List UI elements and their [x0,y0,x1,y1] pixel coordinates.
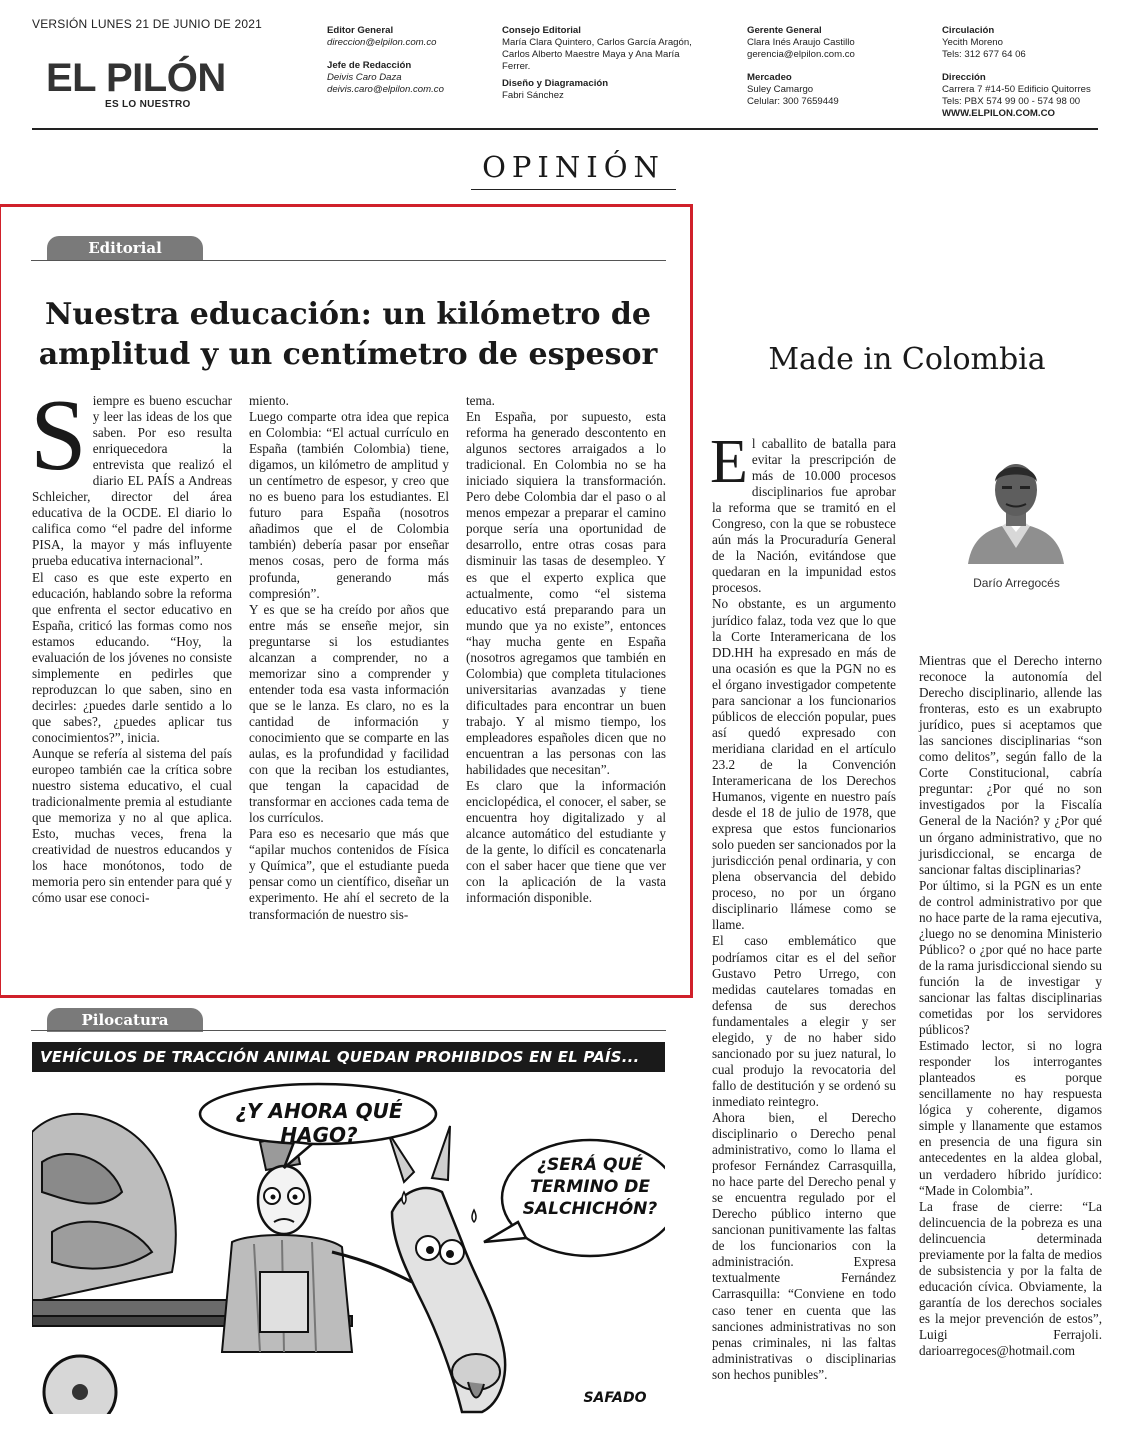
website-link[interactable]: WWW.ELPILON.COM.CO [942,108,1055,119]
bubble-line: SALCHICHÓN? [522,1199,658,1219]
editorial-column-2 [249,393,449,923]
editorial-paragraph: En España, por supuesto, esta reforma ha generado descontento en algunos sectores arraigados a lo tradicional. En Colombia no se ha iniciado siquiera la transformación. Pero debe Colombia dar el paso o al menos empezar a preparar el camino porque sería una oportunidad de desarrollo, entre otras cosas para disminuir las tasas de desempleo. Y es que el experto explica que actualmente, como “el sistema educativo está preparando para un mundo que ya no existe”, entonces “hay mucha gente en España (nosotros agregamos que también en Colombia) que completa titulaciones universitarias avanzadas y tiene dificultades para encontrar un buen trabajo. Y al mismo tiempo, los empleadores españoles dicen que no encuentran a las personas con las habilidades que necesitan”. [466,409,666,778]
opinion-paragraph: Estimado lector, si no logra responder los interrogantes planteados es porque sencillamente no hay respuesta lógica y coherente, digamos simple y llanamente que estamos en presencia de una figura sin antecedentes en la aldea global, un verdadero híbrido jurídico: “Made in Colombia”. [919,1038,1102,1198]
staff-line: Celular: 300 7659449 [747,96,839,107]
editorial-paragraph: Y es que se ha creído por años que entre más se enseñe mejor, sin preguntarse si los estudiantes alcanzan a comprender, no a memorizar sino a comprender y entender toda esa vasta información que se le lanza. Es claro, no es la cantidad de información y conocimiento que se comparte en las aulas, es la profundidad y facilidad con que la reciban los estudiantes, que tengan la capacidad de transformar en acciones cada tema de los currículos. [249,601,449,826]
editorial-paragraph: El caso es que este experto en educación, hablando sobre la reforma que enfrenta el sector educativo en España, criticó las formas como nos estamos educando. “Hoy, la evaluación de los jóvenes no consiste simplemente en pedirles que reproduzcan lo que saben, sino en decirles: ¿puedes darle sentido a lo que sabes?, ¿puedes aplicar tus conocimientos?”, inicia. [32,569,232,745]
opinion-paragraph: Ahora bien, el Derecho disciplinario o Derecho penal administrativo, como lo llama el profesor Fernández Carrasquilla, no hace parte del Derecho penal y se encuentra regulado por el Derecho público interno que sancionan punitivamente las faltas de los funcionarios con la administración. Expresa textualmente Fernández Carrasquilla: “Conviene en todo caso tener en cuenta que las sanciones administrativas no son penas criminales, ni las faltas administrativas o disciplinarias son hechos punibles”. [712,1109,896,1382]
opinion-paragraph: El caso emblemático que podríamos citar es el del señor Gustavo Petro Urrego, con medidas cautelares tomadas en defensa de sus derechos fundamentales a elegir y ser elegido, y de no haber sido sancionado por su juez natural, lo cual produjo la revocatoria del fallo de destitución y se ordenó su inmediato reintegro. [712,933,896,1109]
editorial-column-1 [30,379,232,907]
cartoon-speech-bubble-2 [506,1154,665,1220]
opinion-dropcap: E [710,428,748,496]
staff-column-1 [327,25,444,96]
editorial-dropcap: S [30,379,87,492]
edition-date: VERSIÓN LUNES 21 DE JUNIO DE 2021 [32,17,263,31]
opinion-author: Darío Arregocés [973,576,1060,590]
newspaper-slogan: ES LO NUESTRO [105,99,191,110]
staff-line: Suley Camargo [747,84,814,95]
editorial-paragraph: tema. [466,393,495,408]
staff-label: Jefe de Redacción [327,60,412,71]
staff-line: Tels: PBX 574 99 00 - 574 98 00 [942,96,1081,107]
opinion-column-2 [919,653,1102,1359]
staff-line: Tels: 312 677 64 06 [942,49,1026,60]
editorial-paragraph: Para eso es necesario que más que “apilar muchos contenidos de Física y Química”, que el estudiante pueda pensar como un científico, diseñar un experimento. He ahí el secreto de la transformación de nuestro sis- [249,826,449,922]
section-divider [471,189,676,190]
staff-line: Yecith Moreno [942,37,1003,48]
editorial-tab: Editorial [47,236,203,261]
opinion-paragraph: La frase de cierre: “La delincuencia de la pobreza es una delincuencia determinada previamente por la falta de medios de subsistencia y por la falta de educación cívica. Obviamente, la garantía de los derechos sociales es la mejor prevención de estos”, Luigi Ferrajoli. darioarregoces@hotmail.com [919,1198,1102,1359]
newspaper-logo: EL PILÓN [46,56,226,100]
author-photo [966,446,1066,564]
staff-email[interactable]: deivis.caro@elpilon.com.co [327,84,444,95]
editorial-paragraph: iempre es bueno escuchar y leer las ideas de los que saben. Por eso resulta enriquecedora la entrevista que realizó el diario EL PAÍS a Andreas Schleicher, director del área educativa de la OCDE. El diario lo califica como “el padre del informe PISA, la mayor y más influyente prueba educativa internacional”. [32,393,232,569]
staff-line: María Clara Quintero, Carlos García Aragón, [502,37,692,48]
editorial-paragraph: Es claro que la información enciclopédica, el conocer, el saber, se encuentra hoy digitalizado y al alcance automático del estudiante y de la gente, lo difícil es concatenarla con el saber hacer que tiene que ver con la aplicación de la vasta información disponible. [466,778,666,906]
editorial-column-3 [466,393,666,907]
cartoon-tab: Pilocatura [47,1008,203,1032]
editorial-paragraph: Aunque se refería al sistema del país europeo también cae la crítica sobre nuestro sistema educativo, el cual tradicionalmente premia al estudiante que memoriza y no al que aplica. Esto, muchas veces, frena la creatividad de nuestros educandos y los hace monótonos, todo de memoria pero sin entender para qué y cómo usar ese conoci- [32,746,232,906]
editorial-headline: Nuestra educación: un kilómetro de amplitud y un centímetro de espesor [38,297,658,372]
opinion-paragraph: No obstante, es un argumento jurídico falaz, toda vez que lo que la Corte Interamericana de los DD.HH ha expresado en más de una ocasión es que la PGN no es el órgano investigador competente para sancionar a los funcionarios públicos de elección popular, pues así quedó expresado con meridiana claridad en el artículo 23.2 de la Convención Interamericana de los Derechos Humanos, vigente en nuestro país desde el 18 de julio de 1978, que expresa que estos funcionarios solo pueden ser sancionados por la jurisdicción penal ordinaria, y con plena observancia del debido proceso, no por un órgano disciplinario llámese como se llame. [712,596,896,933]
staff-line: Clara Inés Araujo Castillo [747,37,855,48]
masthead-divider [32,128,1098,130]
opinion-column-1 [710,428,896,1383]
editorial-paragraph: miento. [249,393,289,408]
staff-label: Mercadeo [747,72,792,83]
opinion-title: Made in Colombia [768,342,1046,377]
staff-email[interactable]: gerencia@elpilon.com.co [747,49,855,60]
bubble-line: TERMINO DE [530,1177,650,1197]
staff-label: Consejo Editorial [502,25,581,36]
editorial-tab-rule [31,260,666,261]
opinion-paragraph: l caballito de batalla para evitar la prescripción de más de 10.000 procesos disciplinarios fue aprobar la reforma que se tramitó en el Congreso, con la que se robustece aún más la Procuraduría General de la Nación, evitándose que quedaran en la impunidad estos procesos. [712,436,896,596]
staff-line: Ferrer. [502,61,531,72]
editorial-paragraph: Luego comparte otra idea que repica en Colombia: “El actual currículo en España (también Colombia) tiene, digamos, un kilómetro de amplitud y un centímetro de espesor, y creo que no es bueno para los estudiantes. El futuro para España (nosotros añadimos que el de Colombia también) debería pasar por enseñar menos cosas, pero de forma más profunda, generando más compresión”. [249,409,449,601]
staff-label: Diseño y Diagramación [502,78,609,89]
cartoon-banner: VEHÍCULOS DE TRACCIÓN ANIMAL QUEDAN PROHIBIDOS EN EL PAÍS... [32,1042,665,1072]
cartoonist-signature: SAFADO [583,1390,647,1406]
staff-name: Deivis Caro Daza [327,72,402,83]
staff-label: Gerente General [747,25,822,36]
cartoon-speech-bubble-1: ¿Y AHORA QUÉ HAGO? [235,1099,403,1147]
staff-line: Carrera 7 #14-50 Edificio Quitorres [942,84,1091,95]
staff-column-3 [747,25,855,108]
section-title: OPINIÓN [482,150,665,184]
staff-line: Carlos Alberto Maestre Maya y Ana María [502,49,680,60]
bubble-line: ¿SERÁ QUÉ [537,1155,643,1175]
staff-label: Circulación [942,25,995,36]
staff-email[interactable]: direccion@elpilon.com.co [327,37,437,48]
staff-column-4 [942,25,1091,120]
opinion-paragraph: Mientras que el Derecho interno reconoce la autonomía del Derecho disciplinario, allende las fronteras, esto es un exabrupto jurídico, pues si aceptamos que las sanciones disciplinarias “son como delitos”, según fallo de la Corte Constitucional, cabría preguntar: ¿Por qué no son investigados por la Fiscalía General de la Nación? y ¿Por qué un órgano administrativo, que no jurisdiccional, se encarga de sancionar faltas disciplinarias? [919,653,1102,877]
staff-line: Fabri Sánchez [502,90,564,101]
staff-label: Editor General [327,25,394,36]
cartoon-tab-rule [31,1030,666,1031]
staff-label: Dirección [942,72,986,83]
staff-column-2 [502,25,692,102]
cartoon-panel [32,1042,665,1414]
opinion-paragraph: Por último, si la PGN es un ente de control administrativo por que no hace parte de la rama ejecutiva, ¿luego no se denomina Ministerio Público? o ¿por qué no hace parte de la rama jurisdiccional siendo su función la de investigar y sancionar las faltas disciplinarias cometidas por los servidores públicos? [919,877,1102,1038]
